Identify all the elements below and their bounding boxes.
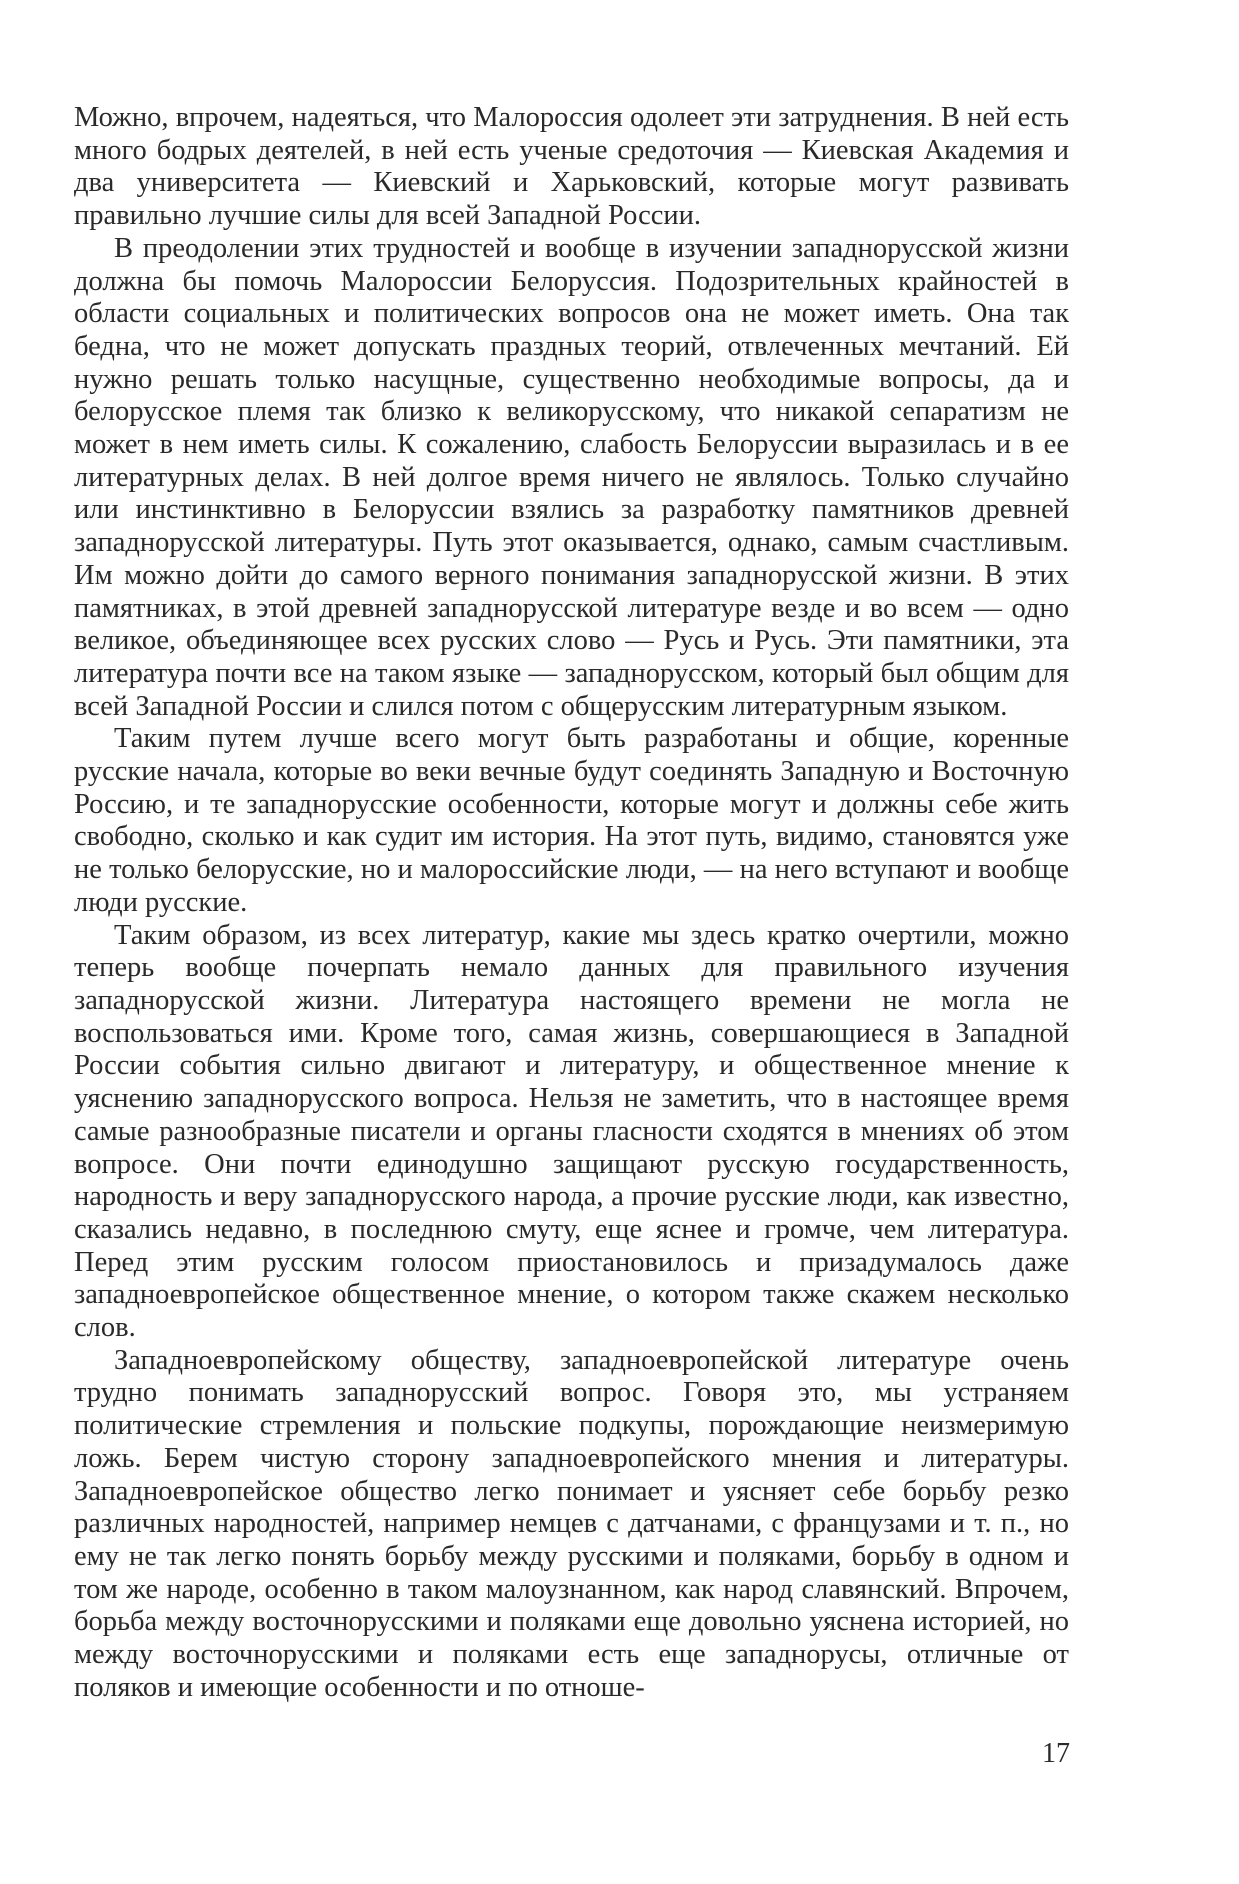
paragraph-4: Таким образом, из всех литератур, какие мы здесь кратко очертили, можно теперь вообще почерпать немало данных для правильного изучения западнорусской жизни. Литература настоящего времени не могла не воспользоваться ими. Кроме того, самая жизнь, совершающиеся в Западной России события сильно двигают и литературу, и общественное мнение к уяснению западнорусского вопроса. Нельзя не заметить, что в настоящее время самые разнообразные писатели и органы гласности сходятся в мнениях об этом вопросе. Они почти единодушно защищают русскую государственность, народность и веру западнорусского народа, а прочие русские люди, как известно, сказались недавно, в последнюю смуту, еще яснее и громче, чем литература. Перед этим русским голосом приостановилось и призадумалось даже западноевропейское общественное мнение, о котором также скажем несколько слов.: [74, 919, 1069, 1344]
paragraph-1: Можно, впрочем, надеяться, что Малороссия одолеет эти затруднения. В ней есть много бодрых деятелей, в ней есть ученые средоточия — Киевская Академия и два университета — Киевский и Харьковский, которые могут развивать правильно лучшие силы для всей Западной России.: [74, 102, 1069, 232]
paragraph-3: Таким путем лучше всего могут быть разработаны и общие, коренные русские начала, которые во веки вечные будут соединять Западную и Восточную Россию, и те западнорусские особенности, которые могут и должны себе жить свободно, сколько и как судит им история. На этот путь, видимо, становятся уже не только белорусские, но и малороссийские люди, — на него вступают и вообще люди русские.: [74, 723, 1069, 918]
body-text: [74, 102, 1069, 1704]
page-number: 17: [1042, 1738, 1070, 1769]
paragraph-5: Западноевропейскому обществу, западноевропейской литературе очень трудно понимать западнорусский вопрос. Говоря это, мы устраняем политические стремления и польские подкупы, порождающие неизмеримую ложь. Берем чистую сторону западноевропейского мнения и литературы. Западноевропейское общество легко понимает и уясняет себе борьбу резко различных народностей, например немцев с датчанами, с французами и т. п., но ему не так легко понять борьбу между русскими и поляками, борьбу в одном и том же народе, особенно в таком малоузнанном, как народ славянский. Впрочем, борьба между восточнорусскими и поляками еще довольно уяснена историей, но между восточнорусскими и поляками есть еще западнорусы, отличные от поляков и имеющие особенности и по отноше-: [74, 1344, 1069, 1703]
paragraph-2: В преодолении этих трудностей и вообще в изучении западнорусской жизни должна бы помочь Малороссии Белоруссия. Подозрительных крайностей в области социальных и политических вопросов она не может иметь. Она так бедна, что не может допускать праздных теорий, отвлеченных мечтаний. Ей нужно решать только насущные, существенно необходимые вопросы, да и белорусское племя так близко к великорусскому, что никакой сепаратизм не может в нем иметь силы. К сожалению, слабость Белоруссии выразилась и в ее литературных делах. В ней долгое время ничего не являлось. Только случайно или инстинктивно в Белоруссии взялись за разработку памятников древней западнорусской литературы. Путь этот оказывается, однако, самым счастливым. Им можно дойти до самого верного понимания западнорусской жизни. В этих памятниках, в этой древней западнорусской литературе везде и во всем — одно великое, объединяющее всех русских слово — Русь и Русь. Эти памятники, эта литература почти все на таком языке — западнорусском, который был общим для всей Западной России и слился потом с общерусским литературным языком.: [74, 232, 1069, 722]
